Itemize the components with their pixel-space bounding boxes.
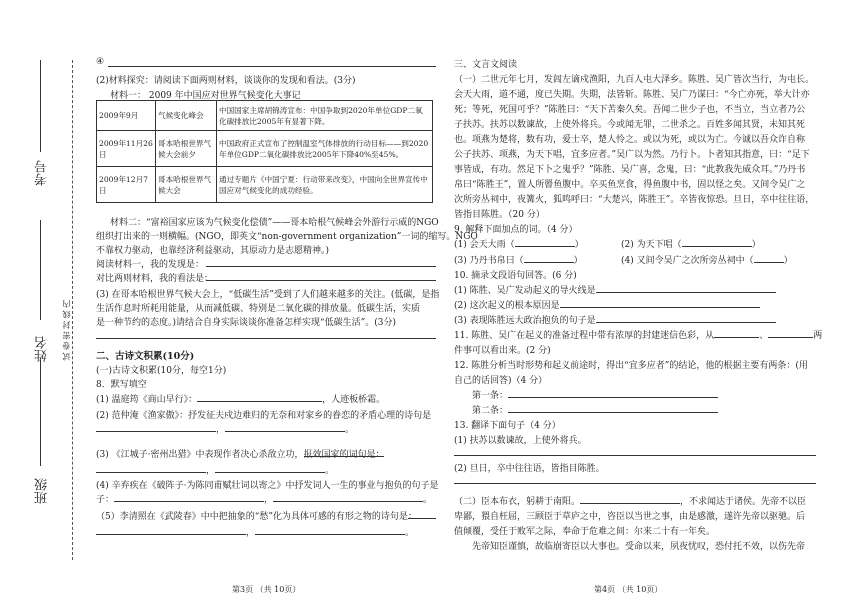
table-detail: 中国国家主席胡锦涛宣布：中国争取到2020年单位GDP二氧化碳排放比2005年有显著下降。 [217, 101, 433, 131]
passage-line: 皆指目陈胜。（20 分） [454, 210, 545, 220]
q11-line1: 11. 陈胜、吴广在起义的准备过程中带有浓厚的封建迷信色彩，从 、 两 [454, 328, 822, 341]
q12-second: 第二条： [472, 403, 718, 416]
id-label: 考号 [35, 160, 50, 186]
q10-title: 10. 摘录文段语句回答。(6 分) [454, 271, 577, 281]
seal-dashed-line [72, 60, 73, 560]
q3-line2: 生活作息时所耗用能量，从而减低碳、特别是二氧化碳的排放量。低碳生活，实质 [96, 304, 421, 314]
material2-line3: 不靠权力驱动，也靠经济利益驱动，其原动力是志愿精神。) [96, 246, 330, 256]
q9-item3: (3) 乃丹书帛曰（ ） [454, 253, 583, 266]
table-row [97, 167, 433, 203]
view-label: 对比两则材料，我的看法是： [96, 274, 214, 284]
table-event: 气候变化峰会 [156, 101, 217, 131]
seal-text: 试 卷 密 封 线 内 [62, 300, 71, 361]
table-event: 哥本哈根世界气候大会前夕 [156, 131, 217, 167]
poem1 [96, 392, 385, 405]
q3-answer-line[interactable] [96, 338, 436, 339]
table-date: 2009年11月26日 [97, 131, 156, 167]
poem4-blank-1[interactable] [114, 492, 264, 502]
q9-title: 9. 解释下面加点的词。（4 分） [454, 225, 578, 235]
class-label: 班级 [35, 478, 50, 504]
section2-title: 二、古诗文积累(10分) [96, 351, 195, 362]
q2-text: (2)材料探究：请阅读下面两则材料，谈谈你的发现和看法。(3分) [96, 76, 356, 86]
poem5-blank-2[interactable] [96, 525, 246, 535]
q13-item1: (1) 扶苏以数谏故，上使外将兵。 [454, 436, 587, 446]
material1-title: 材料一： 2009 年中国应对世界气候变化大事记 [110, 91, 301, 101]
part2-line2: 卑鄙，猥自枉屈，三顾臣于草庐之中，咨臣以当世之事，由是感激，遂许先帝以驱驰。后 [454, 512, 806, 522]
q13-title: 13. 翻译下面句子（4 分） [454, 421, 561, 431]
q12-first: 第一条： [472, 388, 718, 401]
poem4-line2: 子： ， 。 [96, 492, 432, 505]
q10-item1: (1) 陈胜、吴广发动起义的导火线是 [454, 283, 776, 296]
passage-line: 也。项燕为楚将，数有功，爱士卒，楚人怜之。或以为死，或以为亡。今诚以吾众诈自称 [454, 135, 806, 145]
part2-line4: 先帝知臣谨慎，故临崩寄臣以大事也。受命以来，夙夜忧叹，恐付托不效，以伤先帝 [472, 542, 806, 552]
q10-blank-2[interactable] [560, 298, 760, 308]
poem2-blank-2[interactable] [225, 422, 345, 432]
table-event: 哥本哈根世界气候大会 [156, 167, 217, 203]
q12-blank-1[interactable] [508, 388, 718, 398]
q13-answer-line-1[interactable] [454, 455, 816, 456]
q12-line2: 自己的话回答)（4 分） [454, 376, 548, 386]
left-page-number: 第3页 （共 10页） [232, 585, 301, 594]
events-table [96, 100, 433, 203]
q9-blank-4[interactable] [754, 253, 784, 263]
table-detail: 通过专题片《中国宁夏：行动带来改变》，中国向全世界宣传中国应对气候变化的成功经验。 [217, 167, 433, 203]
q11-blank-1[interactable] [714, 328, 759, 338]
q4-answer-line[interactable] [108, 66, 436, 67]
poem4-prefix: 子： [96, 495, 115, 505]
poem3-blank-1[interactable] [304, 447, 384, 460]
q3-line3: 是一种节约的态度。)请结合自身实际谈谈你准备怎样实现“低碳生活”。(3分) [96, 318, 396, 328]
passage-line: 帛曰“陈胜王”，置人所罾鱼腹中。卒买鱼烹食，得鱼腹中书，固以怪之矣。又间令吴广之 [454, 180, 806, 190]
poem5-answer: ， 。 [96, 525, 414, 538]
poem3-blank-2[interactable] [96, 463, 206, 473]
q9-item2: (2) 为天下唱（ ） [621, 237, 761, 250]
q9-blank-1[interactable] [515, 237, 575, 247]
poem5: （5）李清照在《武陵春》中中把抽象的“愁”化为具体可感的有形之物的诗句是： [96, 512, 417, 522]
q11-line2: 件事可以看出来。(2 分) [454, 346, 551, 356]
table-date: 2009年9月 [97, 101, 156, 131]
section3-title: 三、文言文阅读 [454, 60, 518, 70]
poem5-blank-3[interactable] [255, 525, 405, 535]
poem3-answer: ， 。 [96, 463, 334, 476]
q10-item2: (2) 这次起义的根本原因是 [454, 298, 760, 311]
material2-line2: 组织打出来的一则横幅。(NGO，即英文“non-government organization”一词的缩写。NGO [96, 232, 478, 242]
poem4-blank-2[interactable] [273, 492, 423, 502]
part2-blank[interactable] [580, 494, 680, 504]
passage-line: 子扶苏。扶苏以数谏故，上使外将兵。今或闻无罪，二世杀之。百姓多闻其贤，未知其死 [454, 120, 806, 130]
passage-line: （一）二世元年七月，发闾左谪戍渔阳，九百人屯大泽乡。陈胜、吴广皆次当行，为屯长。 [454, 75, 815, 85]
right-page-number: 第4页 （共 10页） [594, 585, 663, 594]
passage-line: 次所旁丛祠中，夜篝火，狐鸣呼曰：“大楚兴，陈胜王”。卒皆夜惊恐。旦日，卒中往往语， [454, 195, 815, 205]
q12-line1: 12. 陈胜分析当时形势和起义前途时，得出“宜多应者”的结论，他的根据主要有两条：(用 [454, 361, 808, 371]
name-label: 姓名 [35, 336, 50, 362]
q4-label: ④ [96, 57, 105, 67]
table-date: 2009年12月7日 [97, 167, 156, 203]
poem1-prefix: (1) 温庭筠《商山早行》： [96, 395, 198, 405]
table-row [97, 101, 433, 131]
view-answer-line[interactable] [206, 280, 436, 281]
q10-blank-1[interactable] [596, 283, 776, 293]
q11-blank-2[interactable] [768, 328, 813, 338]
poem3-blank-3[interactable] [215, 463, 325, 473]
q9-blank-2[interactable] [682, 237, 752, 247]
q8-title: 8．默写填空 [96, 380, 147, 390]
poem2-blank-1[interactable] [96, 422, 216, 432]
poem5-blank-1[interactable] [408, 509, 436, 522]
q10-item3: (3) 表现陈胜远大政治抱负的句子是 [454, 313, 776, 326]
poem2: (2) 范仲淹《渔家傲》：抒发征夫戍边难归的无奈和对家乡的眷恋的矛盾心理的诗句是 [96, 411, 432, 421]
poem2-answer: ， 。 [96, 422, 354, 435]
poetry-subtitle: (一)古诗文积累(10分，每空1分) [96, 366, 227, 376]
part2-line3: 值倾覆，受任于败军之际，奉命于危难之间：尔来二十有一年矣。 [454, 527, 716, 537]
q12-blank-2[interactable] [508, 403, 718, 413]
poem3: (3) 《江城子·密州出猎》中表现作者决心杀敌立功，报效国家的词句是： [96, 450, 385, 460]
part2-line1: （二）臣本布衣，躬耕于南阳。 ，不求闻达于诸侯。先帝不以臣 [454, 494, 806, 507]
q9-blank-3[interactable] [524, 253, 574, 263]
q13-item2: (2) 旦日，卒中往往语，皆指目陈胜。 [454, 464, 605, 474]
q3-line1: (3) 在哥本哈根世界气候大会上，“低碳生活”受到了人们越来越多的关注。(低碳，是指 [96, 290, 440, 300]
table-detail: 中国政府正式宣布了控制温室气体排放的行动目标——到2020年单位GDP二氧化碳排放比2005年下降40%至45%。 [217, 131, 433, 167]
name-line [40, 220, 41, 320]
passage-line: 会天大雨，道不通，度已失期。失期，法皆斩。陈胜、吴广乃谋曰：“今亡亦死，举大计亦 [454, 90, 810, 100]
q10-blank-3[interactable] [596, 313, 776, 323]
poem1-suffix: ，人迹板桥霜。 [322, 395, 386, 405]
finding-label: 阅读材料一，我的发现是： [96, 260, 205, 270]
passage-line: 死；等死，死国可乎？”陈胜曰：“天下苦秦久矣。吾闻二世少子也，不当立，当立者乃公 [454, 105, 806, 115]
passage-line: 公子扶苏、项燕，为天下唱，宜多应者。”吴广以为然。乃行卜。卜者知其指意，曰：“足下 [454, 150, 810, 160]
finding-answer-line[interactable] [206, 266, 436, 267]
passage-line: 事皆成，有功。然足下卜之鬼乎？”陈胜、吴广喜，念鬼，曰：“此教我先威众耳。”乃丹书 [454, 165, 806, 175]
q9-item1: (1) 会天大雨（ ） [454, 237, 584, 250]
id-line [40, 60, 41, 152]
poem1-blank[interactable] [197, 392, 322, 402]
poem4-line1: (4) 辛弃疾在《破阵子·为陈同甫赋壮词以寄之》中抒发词人一生的事业与抱负的句子是 [96, 481, 439, 491]
q9-item4: (4) 又间令吴广之次所旁丛祠中（ ） [621, 253, 793, 266]
material2-line1: 材料二：“富裕国家应该为气候变化偿债”——哥本哈根气候峰会外游行示威的NGO [110, 218, 439, 228]
q13-answer-line-2[interactable] [454, 483, 816, 484]
table-row [97, 131, 433, 167]
class-line [40, 360, 41, 466]
